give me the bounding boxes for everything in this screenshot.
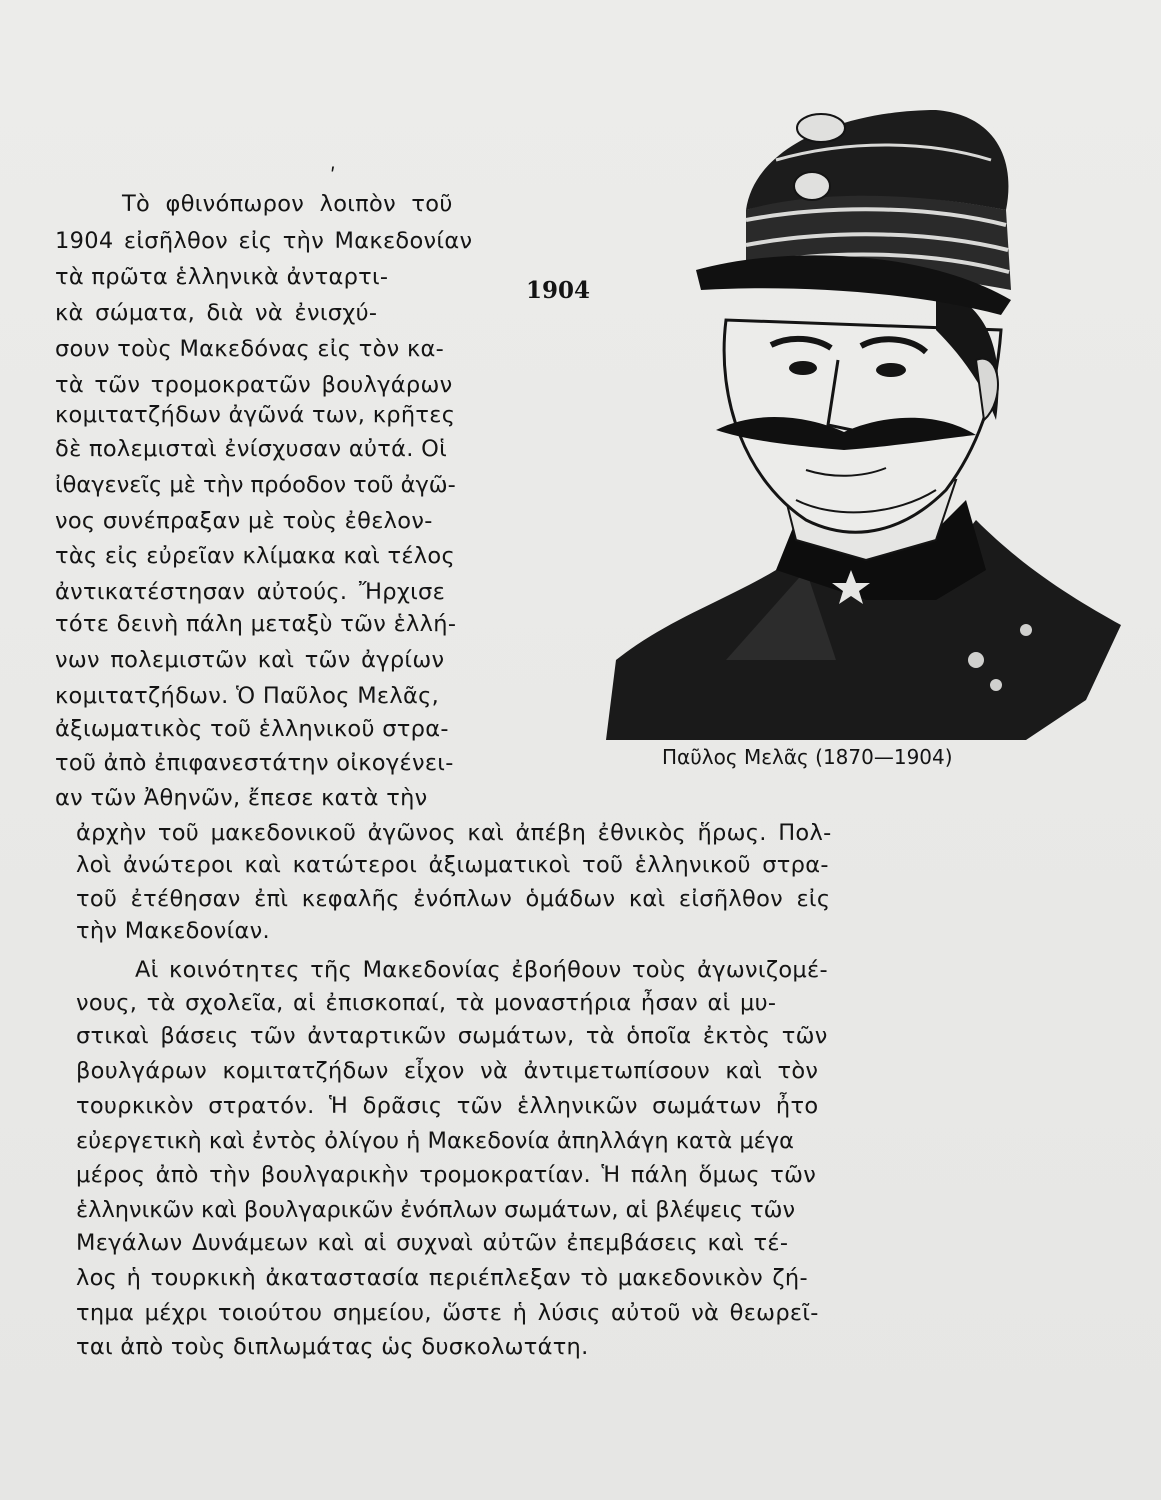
text-line: μέρος ἀπὸ τὴν βουλγαρικὴν τρομοκρατίαν. Ἡ πάλη ὅμως τῶν [76, 1162, 817, 1188]
text-line: αν τῶν Ἀθηνῶν, ἔπεσε κατὰ τὴν [55, 785, 428, 811]
stray-mark: ʹ [330, 164, 336, 188]
text-line: βουλγάρων κομιτατζήδων εἶχον νὰ ἀντιμετωπίσουν καὶ τὸν [76, 1058, 819, 1084]
text-line: 1904 εἰσῆλθον εἰς τὴν Μακεδονίαν [55, 228, 473, 254]
text-line: δὲ πολεμισταὶ ἐνίσχυσαν αὐτά. Οἱ [55, 436, 448, 462]
text-line: νος συνέπραξαν μὲ τοὺς ἐθελον- [55, 508, 433, 534]
text-line: τημα μέχρι τοιούτου σημείου, ὥστε ἡ λύσις αὐτοῦ νὰ θεωρεῖ- [76, 1300, 819, 1326]
text-line: σουν τοὺς Μακεδόνας εἰς τὸν κα- [55, 336, 445, 362]
text-line: τοῦ ἀπὸ ἐπιφανεστάτην οἰκογένει- [55, 750, 454, 776]
text-line: στικαὶ βάσεις τῶν ἀνταρτικῶν σωμάτων, τὰ ὁποῖα ἐκτὸς τῶν [76, 1023, 828, 1049]
text-line: ἰθαγενεῖς μὲ τὴν πρόοδον τοῦ ἀγῶ- [55, 472, 456, 498]
text-line: τοῦ ἐτέθησαν ἐπὶ κεφαλῆς ἐνόπλων ὁμάδων καὶ εἰσῆλθον εἰς [76, 886, 831, 912]
text-line: Μεγάλων Δυνάμεων καὶ αἱ συχναὶ αὐτῶν ἐπεμβάσεις καὶ τέ- [76, 1230, 789, 1256]
text-line: Αἱ κοινότητες τῆς Μακεδονίας ἐβοήθουν τοὺς ἀγωνιζομέ- [135, 957, 828, 983]
text-line: κομιτατζήδων ἀγῶνά των, κρῆτες [55, 402, 456, 428]
text-line: ἑλληνικῶν καὶ βουλγαρικῶν ἐνόπλων σωμάτων, αἱ βλέψεις τῶν [76, 1197, 796, 1223]
text-line: τὰ τῶν τρομοκρατῶν βουλγάρων [55, 372, 453, 398]
margin-year-label: 1904 [526, 277, 591, 304]
text-line: τὴν Μακεδονίαν. [76, 918, 270, 944]
text-line: ται ἀπὸ τοὺς διπλωμάτας ὡς δυσκολωτάτη. [76, 1334, 589, 1360]
text-line: Τὸ φθινόπωρον λοιπὸν τοῦ [122, 191, 453, 217]
text-line: τὰ πρῶτα ἑλληνικὰ ἀνταρτι- [55, 264, 389, 290]
portrait-engraving-icon [606, 100, 1126, 740]
text-line: ἀξιωματικὸς τοῦ ἑλληνικοῦ στρα- [55, 716, 449, 742]
text-line: λοὶ ἀνώτεροι καὶ κατώτεροι ἀξιωματικοὶ τοῦ ἑλληνικοῦ στρα- [76, 852, 829, 878]
text-line: εὐεργετικὴ καὶ ἐντὸς ὀλίγου ἡ Μακεδονία ἀπηλλάγη κατὰ μέγα [76, 1128, 794, 1154]
text-line: κὰ σώματα, διὰ νὰ ἐνισχύ- [55, 300, 378, 326]
text-line: ἀρχὴν τοῦ μακεδονικοῦ ἀγῶνος καὶ ἀπέβη ἐθνικὸς ἥρως. Πολ- [76, 820, 832, 846]
text-line: νων πολεμιστῶν καὶ τῶν ἀγρίων [55, 647, 445, 673]
text-line: τὰς εἰς εὐρεῖαν κλίμακα καὶ τέλος [55, 543, 455, 569]
text-line: ἀντικατέστησαν αὐτούς. Ἤρχισε [55, 579, 446, 605]
text-line: τότε δεινὴ πάλη μεταξὺ τῶν ἑλλή- [55, 611, 457, 637]
portrait-caption: Παῦλος Μελᾶς (1870—1904) [662, 745, 953, 769]
text-line: λος ἡ τουρκικὴ ἀκαταστασία περιέπλεξαν τὸ μακεδονικὸν ζή- [76, 1265, 808, 1291]
text-line: τουρκικὸν στρατόν. Ἡ δρᾶσις τῶν ἑλληνικῶν σωμάτων ἦτο [76, 1093, 819, 1119]
text-line: νους, τὰ σχολεῖα, αἱ ἐπισκοπαί, τὰ μοναστήρια ἦσαν αἱ μυ- [76, 990, 777, 1016]
text-line: κομιτατζήδων. Ὁ Παῦλος Μελᾶς, [55, 683, 440, 709]
